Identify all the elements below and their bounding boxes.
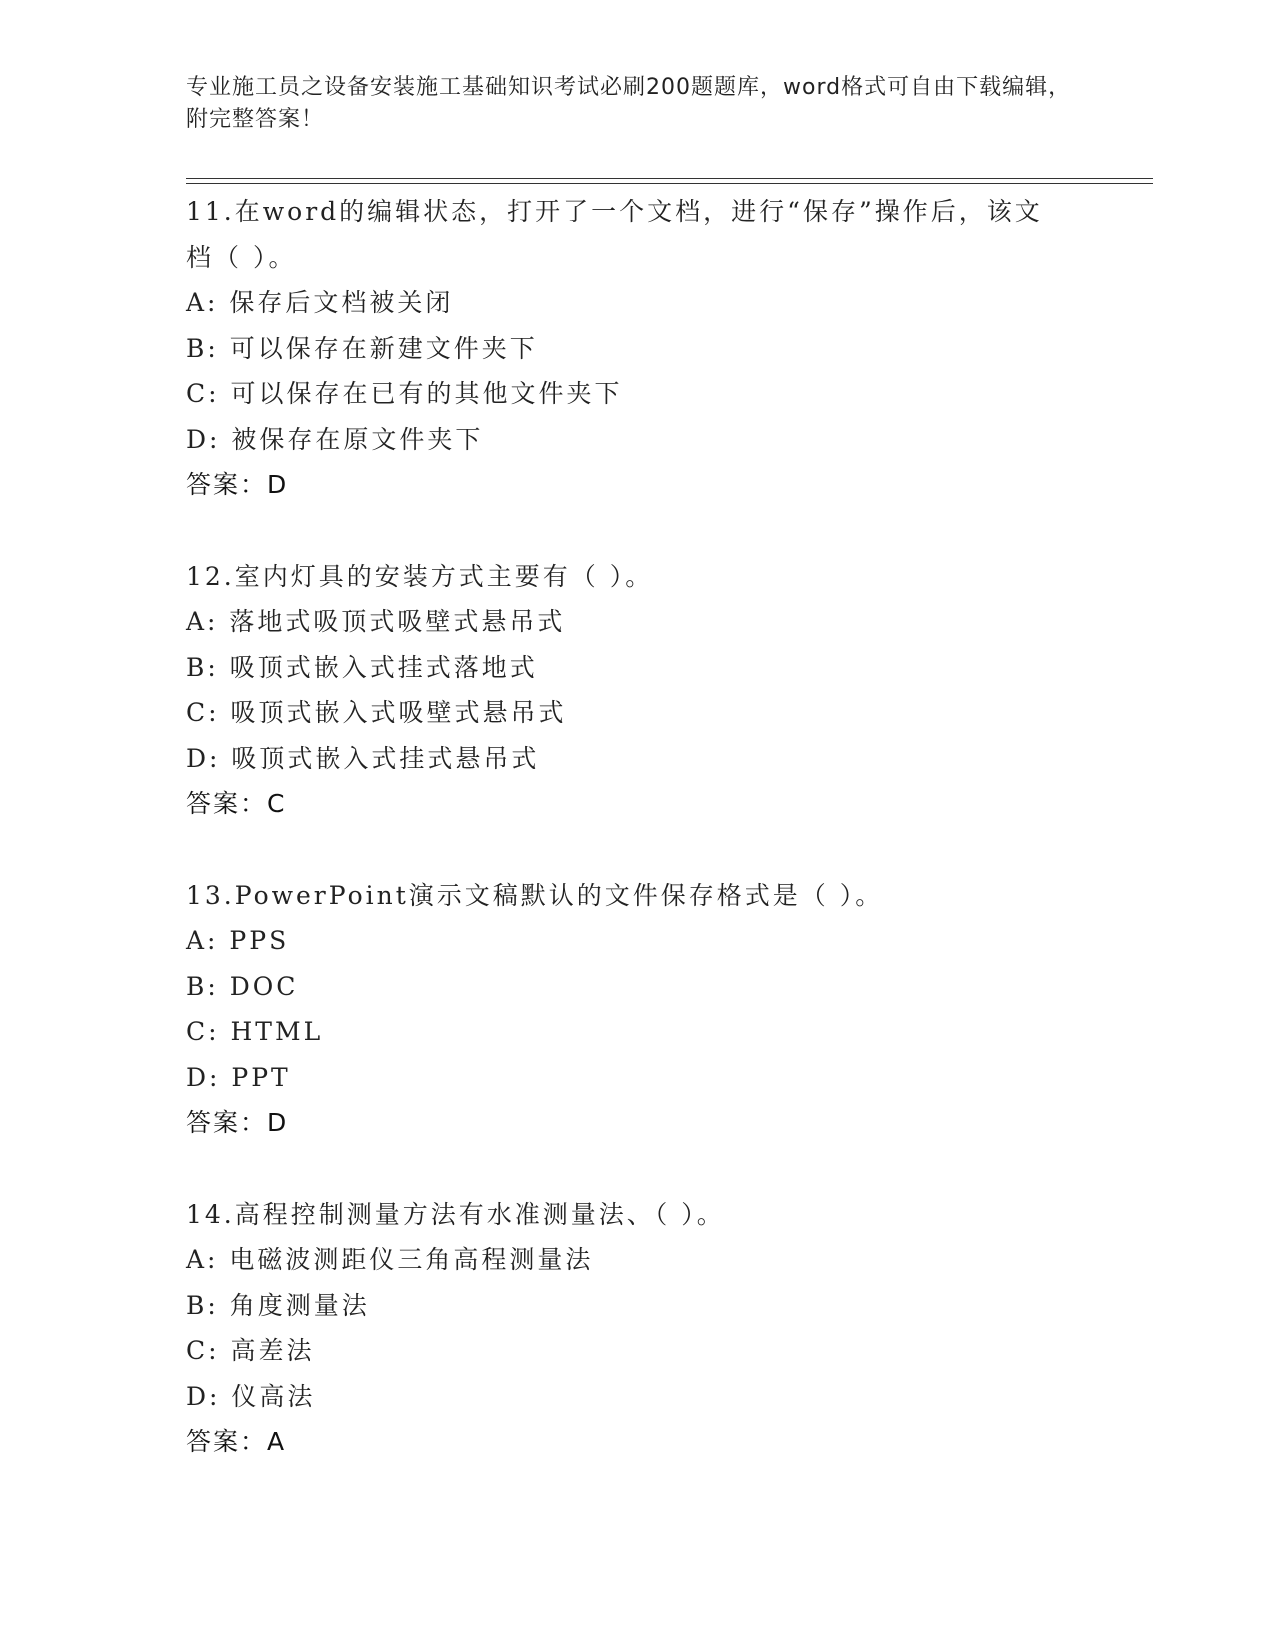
option-b: B: 角度测量法: [186, 1290, 370, 1320]
question-14: [186, 1192, 1086, 1465]
question-stem: 14.高程控制测量方法有水准测量法、（ ）。: [186, 1199, 725, 1229]
option-a: A: 电磁波测距仪三角高程测量法: [186, 1245, 594, 1274]
answer: 答案：A: [186, 1427, 287, 1456]
option-c: C: HTML: [186, 1017, 324, 1046]
header-divider-top: [186, 178, 1153, 179]
page-header: [186, 72, 1086, 136]
option-a: A: 落地式吸顶式吸壁式悬吊式: [186, 607, 566, 636]
option-d: D: 仪高法: [186, 1381, 316, 1411]
answer: 答案：D: [186, 1108, 289, 1137]
option-b: B: 可以保存在新建文件夹下: [186, 333, 538, 363]
option-b: B: DOC: [186, 971, 299, 1001]
option-a: A: 保存后文档被关闭: [186, 288, 454, 317]
question-13: [186, 873, 1086, 1146]
option-c: C: 吸顶式嵌入式吸壁式悬吊式: [186, 698, 567, 727]
option-a: A: PPS: [186, 926, 290, 955]
option-d: D: 吸顶式嵌入式挂式悬吊式: [186, 743, 540, 773]
question-stem: 13.PowerPoint演示文稿默认的文件保存格式是（ ）。: [186, 880, 884, 910]
answer: 答案：C: [186, 789, 287, 818]
document-title: 专业施工员之设备安装施工基础知识考试必刷200题题库，word格式可自由下载编辑，附完整答案！: [186, 75, 1072, 132]
question-11: [186, 189, 1086, 508]
question-stem: 12.室内灯具的安装方式主要有（ ）。: [186, 561, 654, 591]
option-c: C: 可以保存在已有的其他文件夹下: [186, 379, 623, 408]
question-stem: 11.在word的编辑状态，打开了一个文档，进行“保存”操作后，该文档（ ）。: [186, 197, 1043, 272]
question-list: [186, 189, 1086, 1511]
question-12: [186, 554, 1086, 827]
option-b: B: 吸顶式嵌入式挂式落地式: [186, 652, 538, 682]
header-divider-bottom: [186, 183, 1153, 184]
option-c: C: 高差法: [186, 1336, 315, 1365]
option-d: D: PPT: [186, 1062, 291, 1092]
option-d: D: 被保存在原文件夹下: [186, 424, 484, 454]
answer: 答案：D: [186, 470, 289, 499]
